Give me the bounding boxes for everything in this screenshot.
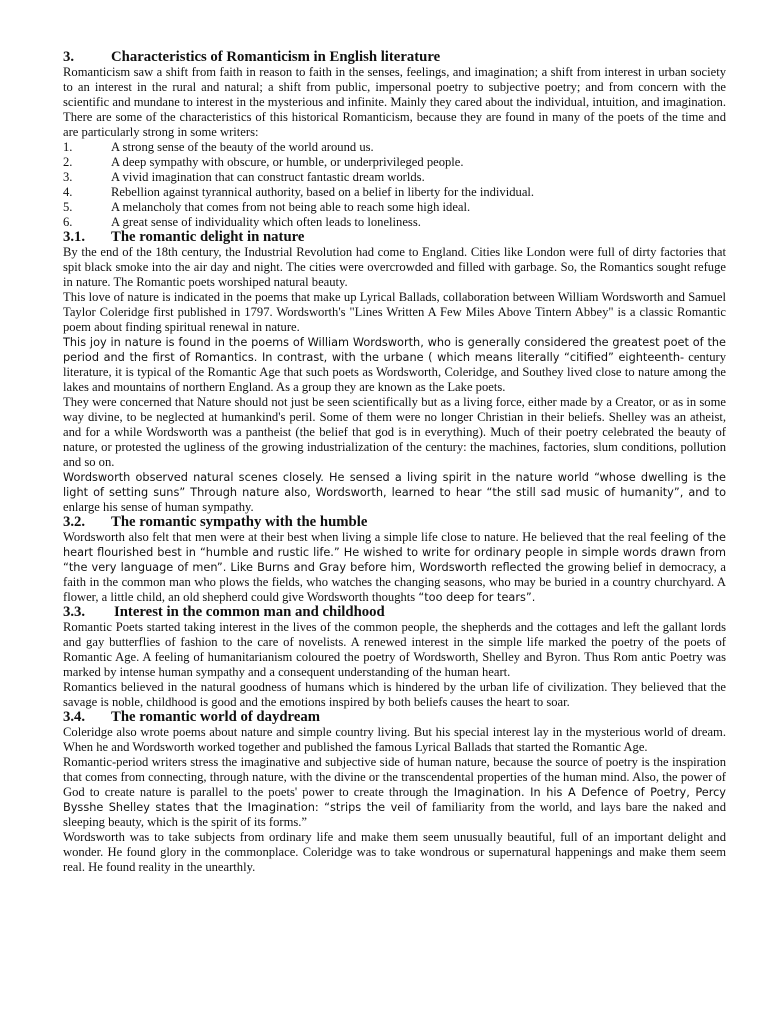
list-item-number: 6. [63,215,73,229]
paragraph: By the end of the 18th century, the Industrial Revolution had come to England. Cities like London were full of dirty factories that spit black smoke into the air day and night. The cities were overcrowded and filled with garbage. So, the Romantics sought refuge in nature. The Romantic poets worshiped natural beauty. [63,245,726,289]
section-3-4-heading [63,710,726,725]
list-item-number: 4. [63,185,73,199]
paragraph [63,470,726,515]
heading-title: The romantic sympathy with the humble [111,514,368,530]
paragraph [63,755,726,830]
section-3-heading [63,50,726,65]
list-item-text: A strong sense of the beauty of the world around us. [111,140,374,154]
paragraph: Romantics believed in the natural goodness of humans which is hindered by the urban life of civilization. They believed that the savage is noble, childhood is good and the emotions inspired by both beliefs causes the heart to soar. [63,680,726,709]
paragraph [63,335,726,395]
heading-number: 3.4. [63,709,86,725]
paragraph-text-segment: century literature, it is typical of the Romantic Age that such poets as Wordsworth, Coleridge, and Southey lived close to nature among the lakes and mountains of northern England. As a group they are known as the Lake poets. [63,350,726,394]
heading-title: The romantic world of daydream [111,709,321,725]
list-item-text: Rebellion against tyrannical authority, based on a belief in liberty for the individual. [111,185,535,199]
paragraph-text-segment: Wordsworth also felt that men were at their best when living a simple life close to nature. He believed that the real [63,530,647,544]
section-3-1-heading [63,230,726,245]
list-item-number: 5. [63,200,73,214]
heading-number: 3.3. [63,604,86,620]
paragraph-text-segment: feeling of the heart flourished best in “humble and rustic life.” He wished to write for ordinary people in simple words drawn from “the very language of men”. Like Burns and Gray before him, Wordsworth reflected the [63,531,726,574]
list-item-text: A vivid imagination that can construct fantastic dream worlds. [111,170,425,184]
paragraph-text-segment: Imagination. In his A Defence of Poetry, Percy Bysshe Shelley states that the Imagination: “strips the veil of [63,786,726,814]
paragraph: Romantic Poets started taking interest in the lives of the common people, the shepherds and the cottages and left the gallant lords and gay butterflies of fashion to the care of novelists. A renewed interest in the simple life marked the poetry of the poets of Romantic Age. A feeling of humanitarianism coloured the poetry of Wordsworth, Shelley and Byron. Thus Rom antic Poetry was marked by intense human sympathy and a consequent understanding of the human heart. [63,620,726,679]
list-item [63,170,726,185]
paragraph-text-segment: Wordsworth observed natural scenes closely. He sensed a living spirit in the nature world “whose dwelling is the light of setting suns” Through nature also, Wordsworth, learned to hear “the still sad music of humanity”, and to [63,471,726,499]
section-3-intro: Romanticism saw a shift from faith in reason to faith in the senses, feelings, and imagination; a shift from interest in urban society to an interest in the rural and natural; a shift from public, impersonal poetry to subjective poetry; and from concern with the scientific and mundane to interest in the mysterious and infinite. Mainly they cared about the individual, intuition, and imagination. There are some of the characteristics of this historical Romanticism, because they are found in many of the poets of the time and are particularly strong in some writers: [63,65,726,139]
paragraph: They were concerned that Nature should not just be seen scientifically but as a living force, either made by a Creator, or as in some way divine, to be neglected at humankind's peril. Some of them were no longer Christian in their beliefs. Shelley was an atheist, and for a while Wordsworth was a pantheist (the belief that god is in everything). Much of their poetry celebrated the beauty of nature, or protested the ugliness of the growing industrialization of the century: the machines, factories, slum conditions, pollution and so on. [63,395,726,469]
list-item [63,140,726,155]
paragraph [63,530,726,605]
paragraph: Wordsworth was to take subjects from ordinary life and make them seem unusually beautiful, full of an important delight and wonder. He found glory in the commonplace. Coleridge was to take wondrous or supernatural happenings and make them seem real. He found reality in the unearthly. [63,830,726,874]
section-3-3-heading [63,605,726,620]
list-item [63,155,726,170]
list-item-number: 3. [63,170,73,184]
list-item [63,185,726,200]
list-item-text: A melancholy that comes from not being able to reach some high ideal. [111,200,471,214]
heading-number: 3. [63,49,75,65]
characteristics-list [63,140,726,230]
list-item-text: A great sense of individuality which often leads to loneliness. [111,215,421,229]
heading-number: 3.1. [63,229,86,245]
paragraph-text-segment: Romantic-period writers stress the imaginative and subjective side of human nature, because the source of poetry is the inspiration that comes from connecting, through nature, with the divine or the transcendental properties of the human mind. Also, the power of God to create nature is parallel to the poets' power to create through the [63,755,726,799]
heading-number: 3.2. [63,514,86,530]
list-item [63,200,726,215]
paragraph: This love of nature is indicated in the poems that make up Lyrical Ballads, collaboration between William Wordsworth and Samuel Taylor Coleridge first published in 1797. Wordsworth's "Lines Written A Few Miles Above Tintern Abbey" is a classic Romantic poem about finding spiritual renewal in nature. [63,290,726,334]
paragraph-text-segment: enlarge his sense of human sympathy. [63,500,254,514]
list-item [63,215,726,230]
list-item-text: A deep sympathy with obscure, or humble, or underprivileged people. [111,155,464,169]
paragraph-text-segment: This joy in nature is found in the poems of William Wordsworth, who is generally considered the greatest poet of the period and the first of Romantics. In contrast, with the urbane ( which means literally “citified” eighteenth- [63,336,726,364]
section-3-2-heading [63,515,726,530]
heading-title: Characteristics of Romanticism in English literature [111,49,441,65]
list-item-number: 2. [63,155,73,169]
heading-title: The romantic delight in nature [111,229,305,245]
list-item-number: 1. [63,140,73,154]
paragraph-text-segment: growing belief in democracy, a faith in the common man who plows the fields, who watches the changing seasons, who may be buried in a country churchyard. A flower, a little child, an old shepherd could give Wordsworth thoughts [63,560,726,604]
paragraph-text-segment: “too deep for tears”. [418,591,536,604]
heading-title: Interest in the common man and childhood [114,604,385,620]
paragraph-text-segment: familiarity from the world, and lays bare the naked and sleeping beauty, which is the spirit of its forms.” [63,800,726,829]
paragraph: Coleridge also wrote poems about nature and simple country living. But his special interest lay in the mysterious world of dream. When he and Wordsworth worked together and published the famous Lyrical Ballads that started the Romantic Age. [63,725,726,754]
